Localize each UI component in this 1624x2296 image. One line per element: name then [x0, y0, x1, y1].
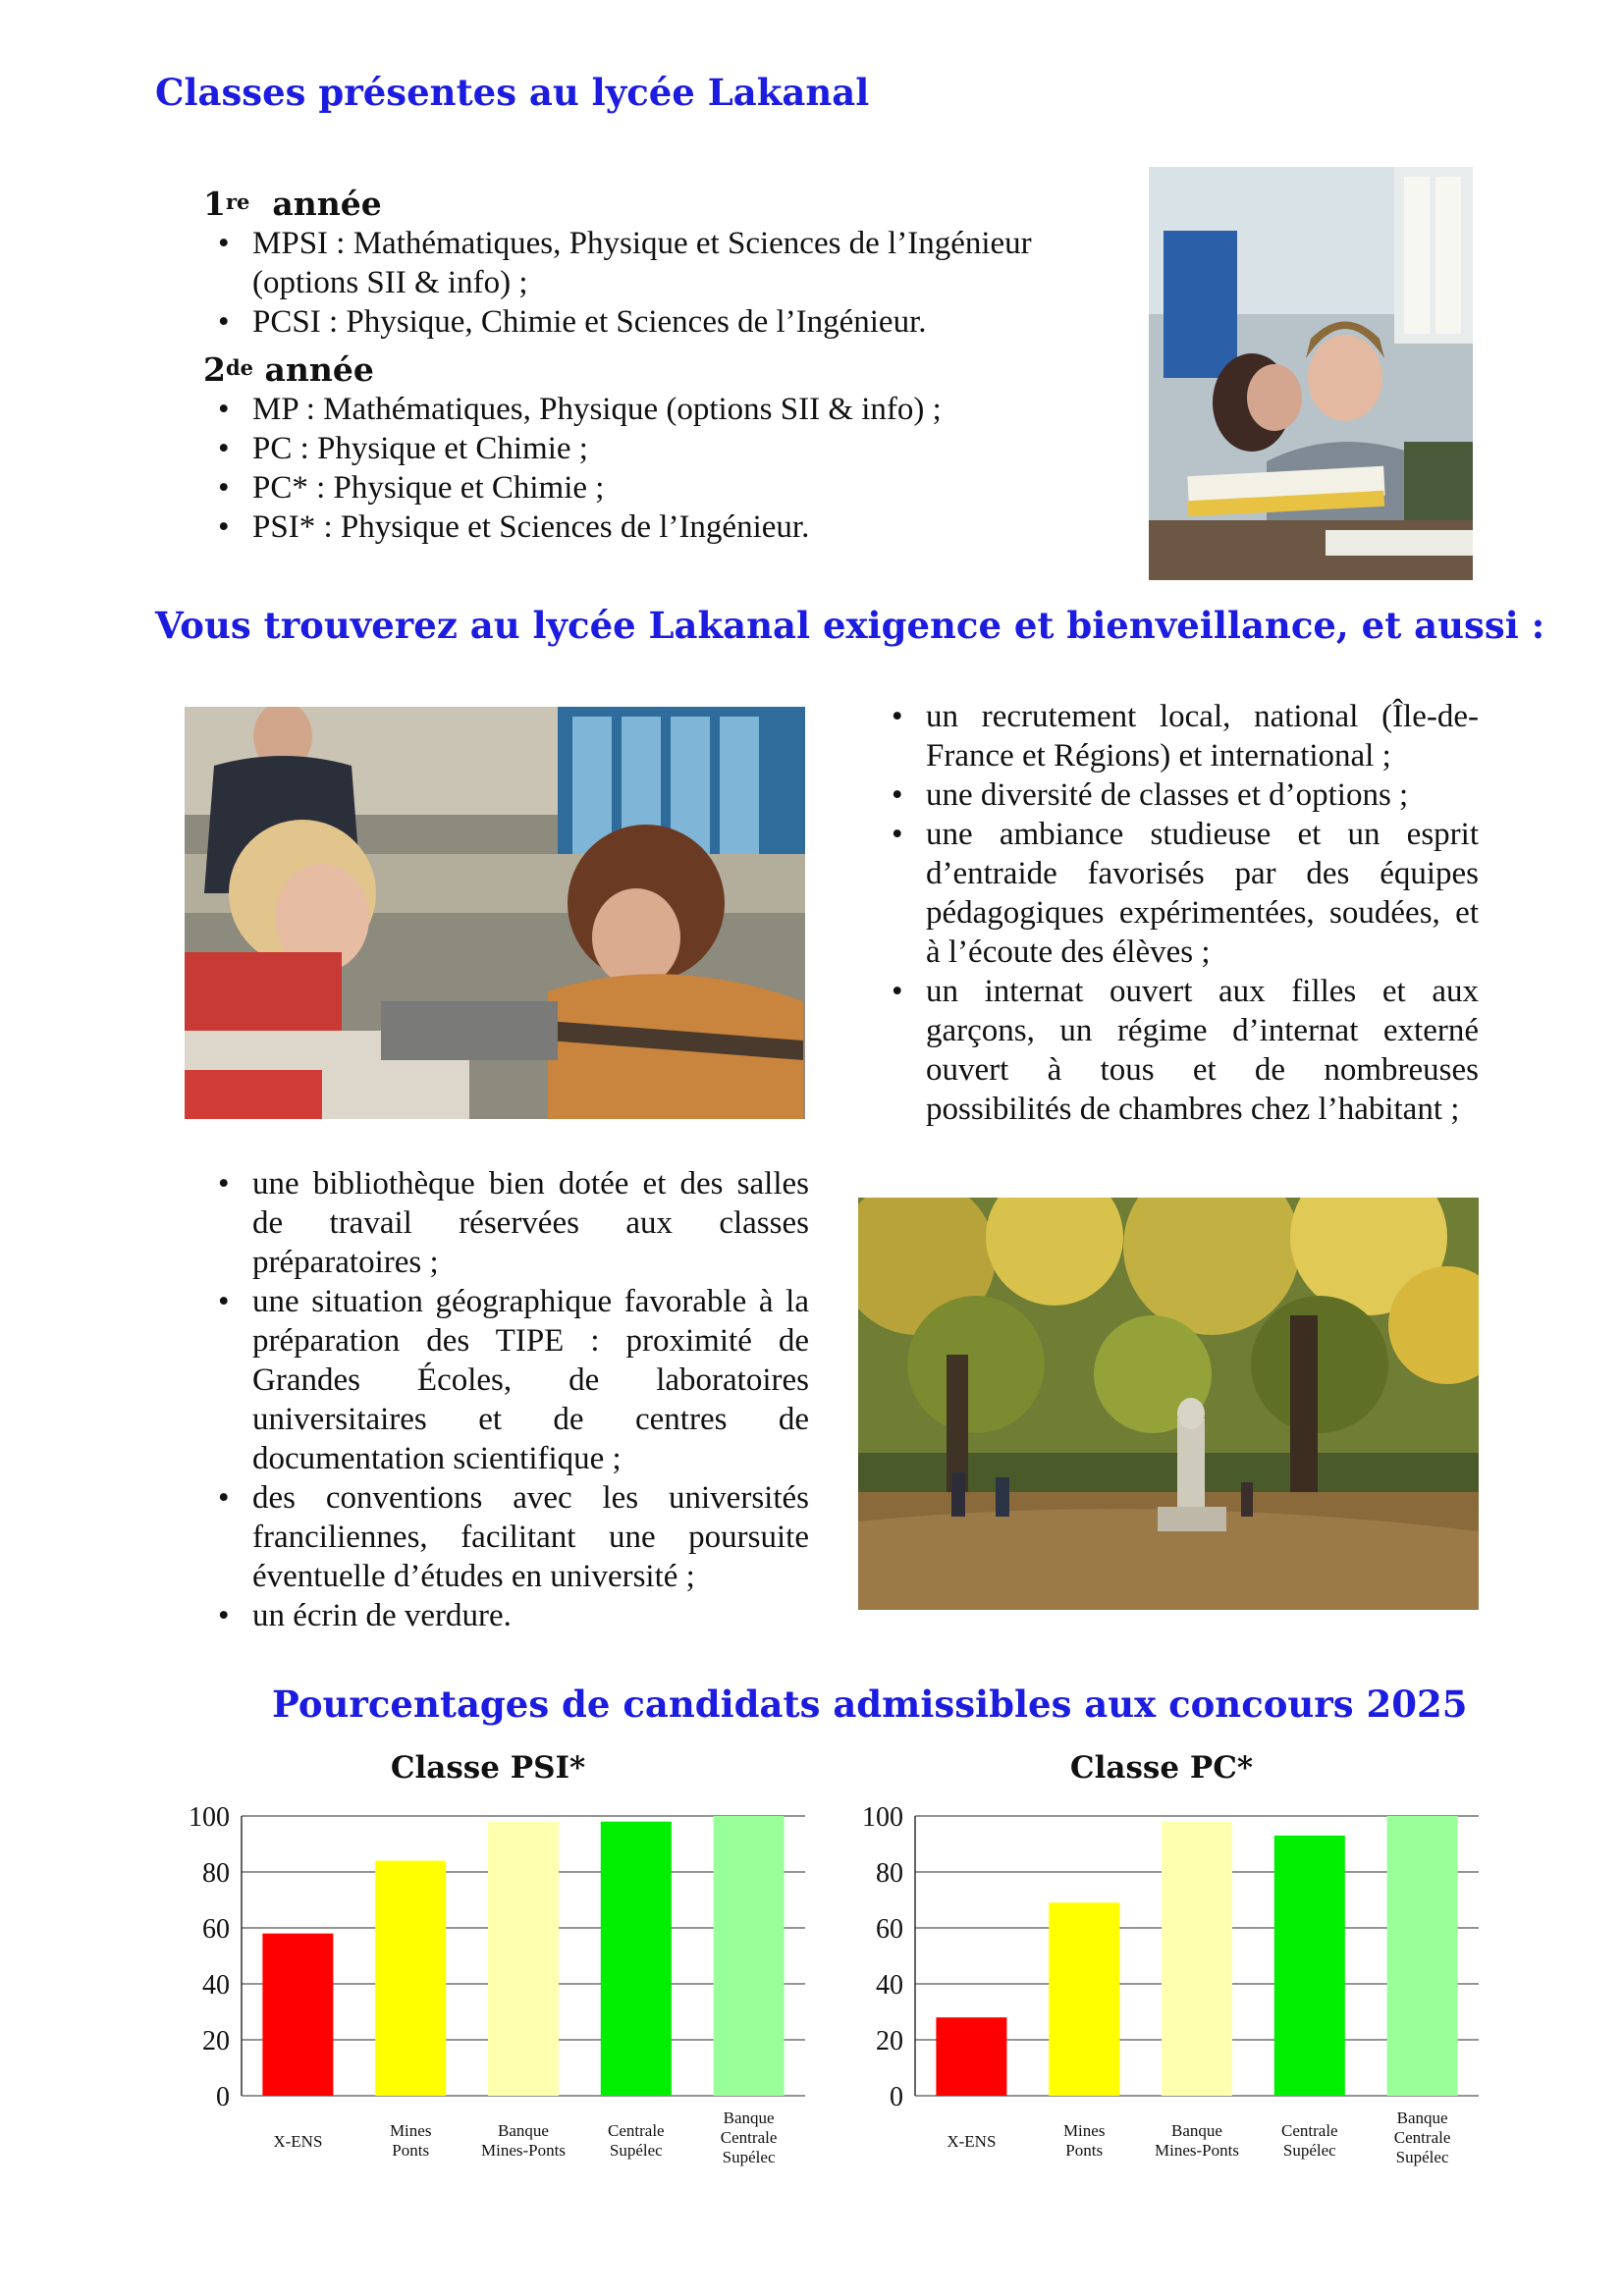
x-tick-label: X-ENS	[947, 2132, 997, 2151]
y-tick-label: 80	[202, 1858, 230, 1889]
x-tick-label: Mines Ponts	[389, 2121, 432, 2160]
bar	[1387, 1816, 1458, 2096]
list-item: • MPSI : Mathématiques, Physique et Sciences de l’Ingénieur (options SII & info) ;	[204, 224, 1108, 302]
x-tick-label: Mines Ponts	[1062, 2121, 1106, 2160]
x-tick-label: Centrale Supélec	[1281, 2121, 1338, 2160]
bar	[1274, 1836, 1345, 2096]
bar	[1049, 1902, 1119, 2096]
features-list-left	[204, 1164, 809, 1635]
section-title-features: Vous trouverez au lycée Lakanal exigence et bienveillance, et aussi :	[155, 604, 1545, 647]
y-tick-label: 0	[890, 2082, 903, 2112]
chart-psi	[177, 1796, 815, 2189]
y-tick-label: 80	[876, 1858, 903, 1889]
bar	[488, 1822, 559, 2096]
y-tick-label: 60	[876, 1914, 903, 1945]
year1-heading: 1re année	[203, 185, 382, 223]
bar	[262, 1934, 333, 2096]
x-tick-label: Banque Mines-Ponts	[481, 2121, 566, 2160]
list-item: • une bibliothèque bien dotée et des salles de travail réservées aux classes préparatoires ;	[204, 1164, 809, 1282]
y-tick-label: 40	[202, 1970, 230, 2001]
list-item: • PC* : Physique et Chimie ;	[204, 468, 1108, 507]
x-tick-label: X-ENS	[273, 2132, 323, 2151]
y-tick-label: 40	[876, 1970, 903, 2001]
x-tick-label: Banque Centrale Supélec	[1393, 2109, 1451, 2166]
x-tick-label: Banque Mines-Ponts	[1155, 2121, 1239, 2160]
year2-list	[204, 390, 1108, 547]
y-tick-label: 100	[862, 1802, 903, 1833]
year1-list	[204, 224, 1108, 342]
x-tick-label: Centrale Supélec	[608, 2121, 665, 2160]
features-list-right	[878, 697, 1479, 1129]
list-item: • une diversité de classes et d’options ;	[878, 775, 1479, 815]
list-item: • PSI* : Physique et Sciences de l’Ingénieur.	[204, 507, 1108, 547]
list-item: • une situation géographique favorable à la préparation des TIPE : proximité de Grandes Écoles, de laboratoires universitaires et de centres de documentation scientifique ;	[204, 1282, 809, 1478]
list-item: • une ambiance studieuse et un esprit d’entraide favorisés par des équipes pédagogiques expérimentées, soudées, et à l’écoute des élèves ;	[878, 815, 1479, 972]
y-tick-label: 60	[202, 1914, 230, 1945]
bar	[714, 1816, 785, 2096]
y-tick-label: 100	[189, 1802, 230, 1833]
list-item: • MP : Mathématiques, Physique (options SII & info) ;	[204, 390, 1108, 429]
y-tick-label: 20	[876, 2026, 903, 2056]
year2-heading: 2de année	[203, 350, 374, 389]
y-tick-label: 0	[216, 2082, 230, 2112]
classroom-photo	[1149, 167, 1473, 580]
chart-title-psi: Classe PSI*	[390, 1750, 586, 1786]
bar	[936, 2017, 1006, 2096]
chart-title-pc: Classe PC*	[1069, 1750, 1254, 1786]
list-item: • un recrutement local, national (Île-de-France et Régions) et international ;	[878, 697, 1479, 775]
section-title-classes: Classes présentes au lycée Lakanal	[155, 71, 870, 114]
list-item: • PCSI : Physique, Chimie et Sciences de l’Ingénieur.	[204, 302, 1108, 342]
bar	[601, 1822, 672, 2096]
list-item: • des conventions avec les universités franciliennes, facilitant une poursuite éventuelle d’études en université ;	[204, 1478, 809, 1596]
list-item: • un écrin de verdure.	[204, 1596, 809, 1635]
lab-photo	[185, 707, 805, 1119]
section-title-results: Pourcentages de candidats admissibles aux concours 2025	[272, 1682, 1468, 1726]
chart-pc	[850, 1796, 1489, 2189]
bar	[375, 1861, 446, 2096]
x-tick-label: Banque Centrale Supélec	[720, 2109, 778, 2166]
park-photo	[858, 1198, 1479, 1610]
list-item: • un internat ouvert aux filles et aux garçons, un régime d’internat externé ouvert à tous et de nombreuses possibilités de chambres chez l’habitant ;	[878, 972, 1479, 1129]
bar	[1162, 1822, 1232, 2096]
y-tick-label: 20	[202, 2026, 230, 2056]
list-item: • PC : Physique et Chimie ;	[204, 429, 1108, 468]
